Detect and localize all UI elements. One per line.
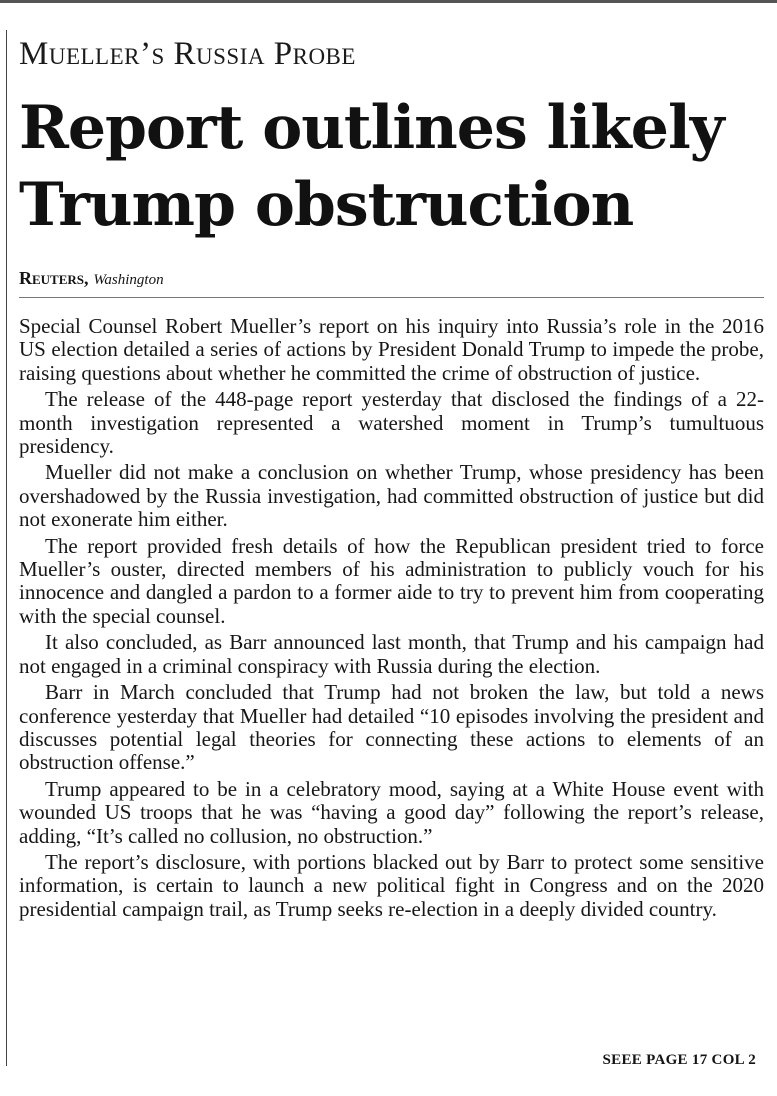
- headline: [19, 90, 724, 244]
- continuation-note: SEEE PAGE 17 COL 2: [602, 1052, 756, 1068]
- top-border-rule: [0, 0, 777, 3]
- section-kicker: Mueller’s Russia Probe: [19, 36, 356, 72]
- paragraph-5: It also concluded, as Barr announced last month, that Trump and his campaign had not engaged in a criminal conspiracy with Russia during the election.: [19, 630, 764, 678]
- paragraph-6: Barr in March concluded that Trump had not broken the law, but told a news conference yesterday that Mueller had detailed “10 episodes involving the president and discusses potential legal theories for connecting these actions to elements of an obstruction offense.”: [19, 680, 764, 775]
- headline-line-2: Trump obstruction: [19, 170, 634, 240]
- paragraph-7: Trump appeared to be in a celebratory mood, saying at a White House event with wounded US troops that he was “having a good day” following the report’s release, adding, “It’s called no collusion, no obstruction.”: [19, 776, 764, 848]
- paragraph-2: The release of the 448-page report yesterday that disclosed the findings of a 22-month investigation represented a watershed moment in Trump’s tumultuous presidency.: [19, 387, 764, 459]
- byline-agency: Reuters,: [19, 268, 89, 288]
- left-column-rule: [6, 30, 7, 1066]
- paragraph-4: The report provided fresh details of how the Republican president tried to force Mueller’s ouster, directed members of his administration to publicly vouch for his innocence and dangled a pardon to a former aide to try to prevent him from cooperating with the special counsel.: [19, 533, 764, 628]
- byline: [19, 268, 164, 289]
- article-body: [19, 315, 764, 924]
- byline-location: Washington: [93, 272, 164, 288]
- headline-line-1: Report outlines likely: [19, 93, 724, 163]
- paragraph-8: The report’s disclosure, with portions blacked out by Barr to protect some sensitive information, is certain to launch a new political fight in Congress and on the 2020 presidential campaign trail, as Trump seeks re-election in a deeply divided country.: [19, 849, 764, 921]
- byline-divider: [19, 297, 764, 298]
- paragraph-1: Special Counsel Robert Mueller’s report on his inquiry into Russia’s role in the 2016 US election detailed a series of actions by President Donald Trump to impede the probe, raising questions about whether he committed the crime of obstruction of justice.: [19, 314, 764, 385]
- paragraph-3: Mueller did not make a conclusion on whether Trump, whose presidency has been overshadowed by the Russia investigation, had committed obstruction of justice but did not exonerate him either.: [19, 460, 764, 532]
